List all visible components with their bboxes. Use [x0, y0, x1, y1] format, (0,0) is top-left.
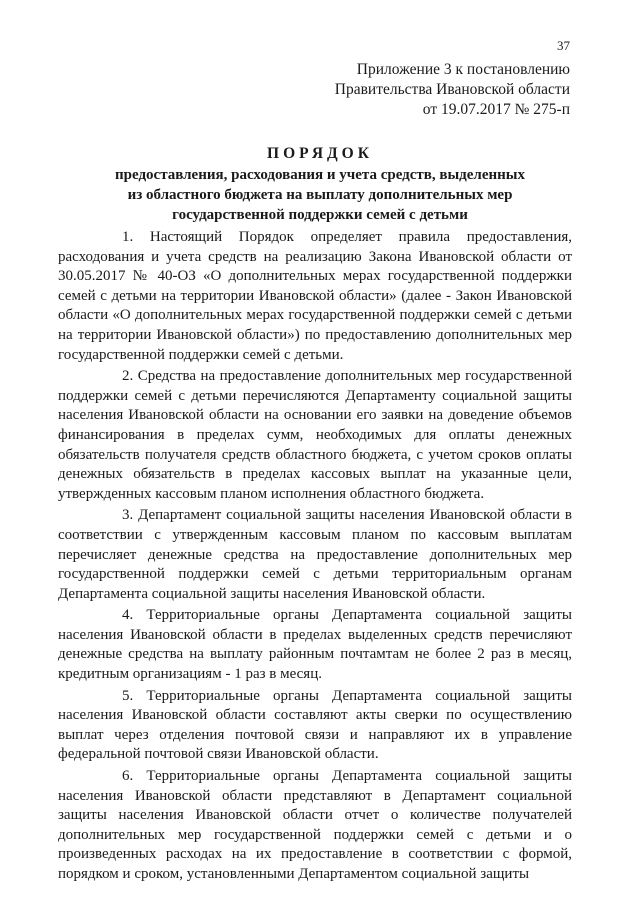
title-sub-line-1: предоставления, расходования и учета средств, выделенных	[115, 167, 525, 183]
appendix-line-2: Правительства Ивановской области	[334, 81, 570, 98]
document-body	[58, 228, 572, 887]
title-main: ПОРЯДОК	[267, 145, 373, 162]
appendix-header	[335, 60, 570, 120]
paragraph-1: 1. Настоящий Порядок определяет правила предоставления, расходования и учета средств на реализацию Закона Ивановской области от 30.05.2017 № 40-ОЗ «О дополнительных мерах государственной поддержки семей с детьми на территории Ивановской области» (далее - Закон Ивановской области «О дополнительных мерах государственной поддержки семей с детьми на территории Ивановской области») по предоставлению дополнительных мер государственной поддержки семей с детьми.	[58, 229, 572, 363]
title-sub-line-3: государственной поддержки семей с детьми	[172, 207, 468, 223]
paragraph-3: 3. Департамент социальной защиты населения Ивановской области в соответствии с утвержденным кассовым планом по кассовым выплатам перечисляет денежные средства на предоставление дополнительных мер государственной поддержки семей с детьми территориальным органам Департамента социальной защиты населения Ивановской области.	[58, 507, 572, 602]
document-title	[60, 143, 580, 225]
appendix-line-3: от 19.07.2017 № 275-п	[422, 101, 570, 118]
page-number: 37	[557, 38, 570, 53]
appendix-line-1: Приложение 3 к постановлению	[356, 61, 570, 78]
paragraph-6: 6. Территориальные органы Департамента социальной защиты населения Ивановской области представляют в Департамент социальной защиты населения Ивановской области отчет о количестве получателей дополнительных мер государственной поддержки семей с детьми и о произведенных расходах на их предоставление в соответствии с формой, порядком и сроком, установленными Департаментом социальной защиты	[58, 768, 572, 882]
paragraph-2: 2. Средства на предоставление дополнительных мер государственной поддержки семей с детьми перечисляются Департаменту социальной защиты населения Ивановской области на основании его заявки на доведение объемов финансирования в пределах сумм, необходимых для оплаты денежных обязательств получателя средств областного бюджета, с учетом сроков оплаты денежных обязательств в пределах кассовых выплат на указанные цели, утвержденных кассовым планом исполнения областного бюджета.	[58, 368, 572, 502]
title-sub-line-2: из областного бюджета на выплату дополнительных мер	[127, 187, 513, 203]
paragraph-5: 5. Территориальные органы Департамента социальной защиты населения Ивановской области составляют акты сверки по осуществлению выплат через отделения почтовой связи и направляют их в управление федеральной почтовой связи Ивановской области.	[58, 687, 572, 763]
paragraph-4: 4. Территориальные органы Департамента социальной защиты населения Ивановской области в пределах выделенных средств перечисляют денежные средства на выплату районным почтамтам не более 2 раз в месяц, кредитным организациям - 1 раз в месяц.	[58, 607, 572, 683]
